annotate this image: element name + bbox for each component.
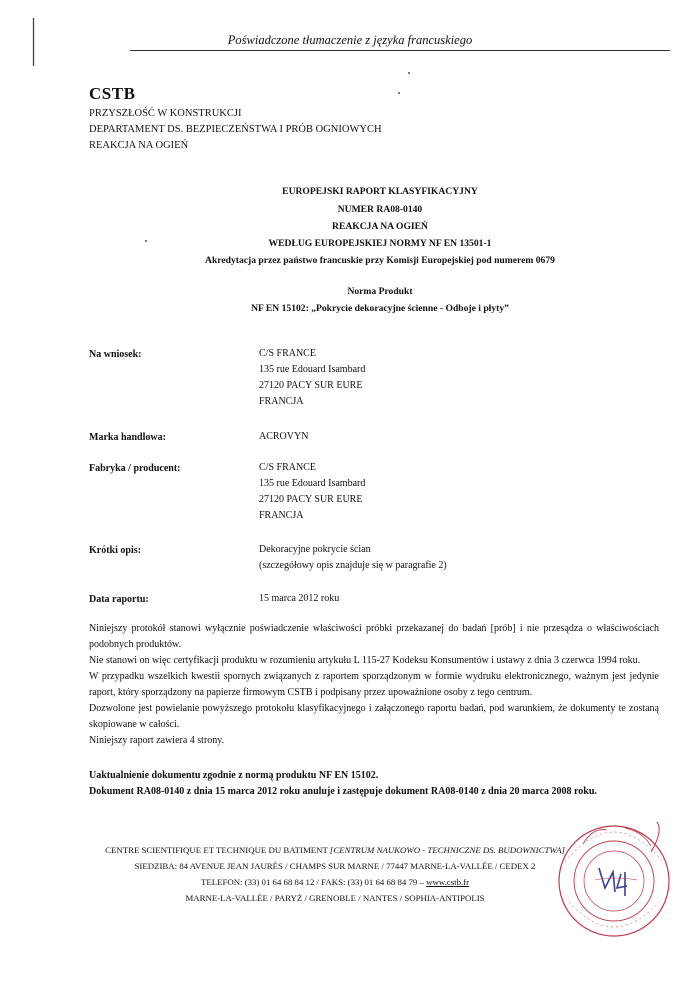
product-norm: NF EN 15102: „Pokrycie dekoracyjne ścienne - Odboje i płyty” [251, 303, 509, 314]
field-value-trademark: ACROVYN [259, 431, 309, 442]
applicant-line: 27120 PACY SUR EURE [259, 380, 363, 391]
scan-speck [398, 92, 400, 94]
field-label-applicant: Na wniosek: [89, 349, 142, 360]
report-accreditation: Akredytacja przez państwo francuskie przy Komisji Europejskiej pod numerem 0679 [205, 255, 555, 266]
footer-locations: MARNE-LA-VALLÉE / PARYŻ / GRENOBLE / NANTES / SOPHIA-ANTIPOLIS [185, 893, 485, 903]
description-line: Dekoracyjne pokrycie ścian [259, 544, 371, 555]
org-section: REAKCJA NA OGIEŃ [89, 140, 189, 151]
footer [100, 842, 570, 906]
manufacturer-line: 135 rue Edouard Isambard [259, 478, 366, 489]
body-paragraphs [89, 621, 659, 749]
product-norm-heading: Norma Produkt [347, 286, 413, 297]
footer-phone-fax: TELEFON: (33) 01 64 68 84 12 / FAKS: (33) 01 64 68 84 79 – [200, 877, 427, 887]
footer-org-polish: [CENTRUM NAUKOWO - TECHNICZNE DS. BUDOWNICTWA] [329, 845, 565, 855]
footer-address: SIEDZIBA: 84 AVENUE JEAN JAURÉS / CHAMPS SUR MARNE / 77447 MARNE-LA-VALLÉE / CEDEX 2 [134, 861, 536, 871]
org-department: DEPARTAMENT DS. BEZPIECZEŃSTWA I PRÓB OGNIOWYCH [89, 124, 382, 135]
field-label-description: Krótki opis: [89, 545, 141, 556]
translator-stamp [555, 822, 673, 940]
body-paragraph: Nie stanowi on więc certyfikacji produktu w rozumieniu artykułu L 115-27 Kodeksu Konsumentów i ustawy z dnia 3 czerwca 1994 roku. [89, 655, 641, 666]
header-rule [130, 50, 670, 51]
scan-speck [408, 72, 410, 74]
translation-note: Poświadczone tłumaczenie z języka francuskiego [227, 33, 473, 47]
update-notice: Uaktualnienie dokumentu zgodnie z normą produktu NF EN 15102. [89, 770, 379, 781]
manufacturer-line: FRANCJA [259, 510, 304, 521]
body-paragraph: Niniejszy raport zawiera 4 strony. [89, 735, 225, 746]
field-value-applicant [259, 346, 365, 410]
org-name: CSTB [89, 84, 136, 103]
report-number: NUMER RA08-0140 [337, 204, 423, 215]
footer-org-french: CENTRE SCIENTIFIQUE ET TECHNIQUE DU BATIMENT [105, 845, 330, 855]
footer-contact [100, 874, 570, 890]
field-label-trademark: Marka handlowa: [89, 432, 166, 443]
manufacturer-line: C/S FRANCE [259, 462, 316, 473]
body-paragraph: Dozwolone jest powielanie powyższego protokołu klasyfikacyjnego i załączonego raportu badań, pod warunkiem, że dokumenty te zostaną skopiowane w całości. [89, 703, 659, 730]
org-tagline: PRZYSZŁOŚĆ W KONSTRUKCJI [89, 108, 242, 119]
applicant-line: FRANCJA [259, 396, 304, 407]
description-line: (szczegółowy opis znajduje się w paragrafie 2) [259, 560, 447, 571]
body-paragraph: W przypadku wszelkich kwestii spornych związanych z raportem sporządzonym w formie wydruku elektronicznego, ważnym jest jedynie raport, który sporządzony na papierze firmowym CSTB i podpisany przez upoważnione osoby z tego centrum. [89, 671, 659, 698]
footer-org-line [100, 842, 570, 858]
field-value-manufacturer [259, 460, 365, 524]
body-paragraph: Niniejszy protokół stanowi wyłącznie poświadczenie właściwości próbki przekazanej do badań [prób] i nie przesądza o właściwościach podobnych produktów. [89, 623, 659, 650]
report-norm: WEDŁUG EUROPEJSKIEJ NORMY NF EN 13501-1 [268, 238, 492, 249]
manufacturer-line: 27120 PACY SUR EURE [259, 494, 363, 505]
applicant-line: 135 rue Edouard Isambard [259, 364, 366, 375]
report-subject: REAKCJA NA OGIEŃ [332, 221, 428, 232]
field-value-description [259, 542, 447, 574]
field-label-report-date: Data raportu: [89, 594, 149, 605]
applicant-line: C/S FRANCE [259, 348, 316, 359]
field-label-manufacturer: Fabryka / producent: [89, 463, 181, 474]
report-title: EUROPEJSKI RAPORT KLASYFIKACYJNY [282, 186, 478, 197]
supersedes-notice: Dokument RA08-0140 z dnia 15 marca 2012 roku anuluje i zastępuje dokument RA08-0140 z dnia 20 marca 2008 roku. [89, 786, 597, 797]
field-value-report-date: 15 marca 2012 roku [259, 593, 340, 604]
footer-website-link[interactable]: www.cstb.fr [426, 877, 470, 887]
